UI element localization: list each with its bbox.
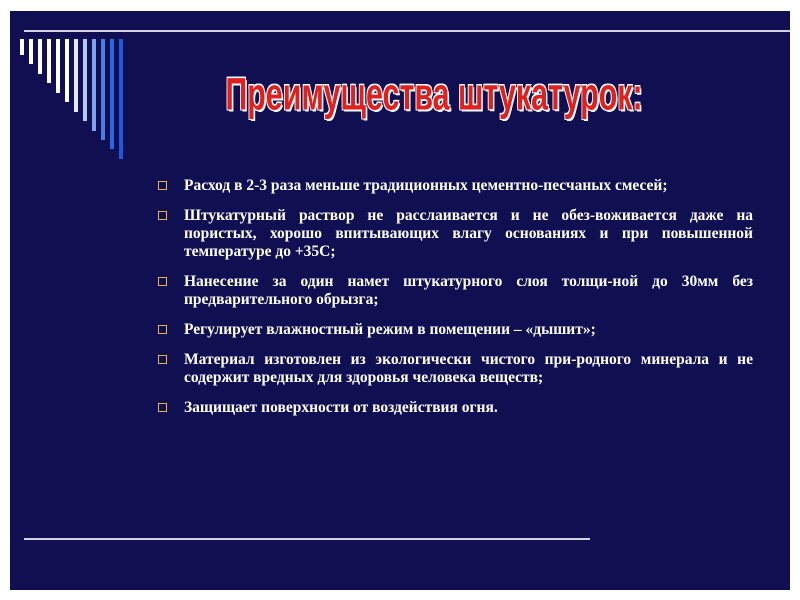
bullet-text: Регулирует влажностный режим в помещении – «дышит»; (184, 321, 596, 338)
stripe (47, 39, 51, 83)
stripe (29, 39, 33, 64)
decorative-stripes (10, 11, 140, 171)
stripe (56, 39, 60, 93)
square-bullet-icon (158, 211, 167, 220)
slide (10, 11, 790, 590)
square-bullet-icon (158, 403, 167, 412)
square-bullet-icon (158, 181, 167, 190)
square-bullet-icon (158, 355, 167, 364)
stripe (83, 39, 87, 121)
list-item (158, 207, 753, 261)
stripe (38, 39, 42, 74)
list-item (158, 351, 753, 387)
list-item (158, 321, 753, 339)
stripe (92, 39, 96, 131)
stripe (20, 39, 24, 55)
bullet-text: Нанесение за один намет штукатурного слоя толщи-ной до 30мм без предварительного обрызга; (184, 273, 753, 308)
stripe (74, 39, 78, 112)
bullet-text: Штукатурный раствор не расслаивается и не обез-воживается даже на пористых, хорошо впитывающих влагу основаниях и при повышенной температуре до +35С; (184, 207, 753, 260)
stripe (110, 39, 114, 149)
bullet-text: Материал изготовлен из экологически чистого при-родного минерала и не содержит вредных для здоровья человека веществ; (184, 351, 753, 386)
list-item (158, 399, 753, 417)
bottom-divider (24, 538, 590, 540)
bullet-list (158, 177, 753, 429)
list-item (158, 273, 753, 309)
stripe (101, 39, 105, 140)
bullet-text: Защищает поверхности от воздействия огня. (184, 399, 498, 416)
stripe (65, 39, 69, 102)
square-bullet-icon (158, 277, 167, 286)
slide-title: Преимущества штукатурок: (225, 69, 643, 121)
list-item (158, 177, 753, 195)
square-bullet-icon (158, 325, 167, 334)
bullet-text: Расход в 2-3 раза меньше традиционных цементно-песчаных смесей; (184, 177, 668, 194)
